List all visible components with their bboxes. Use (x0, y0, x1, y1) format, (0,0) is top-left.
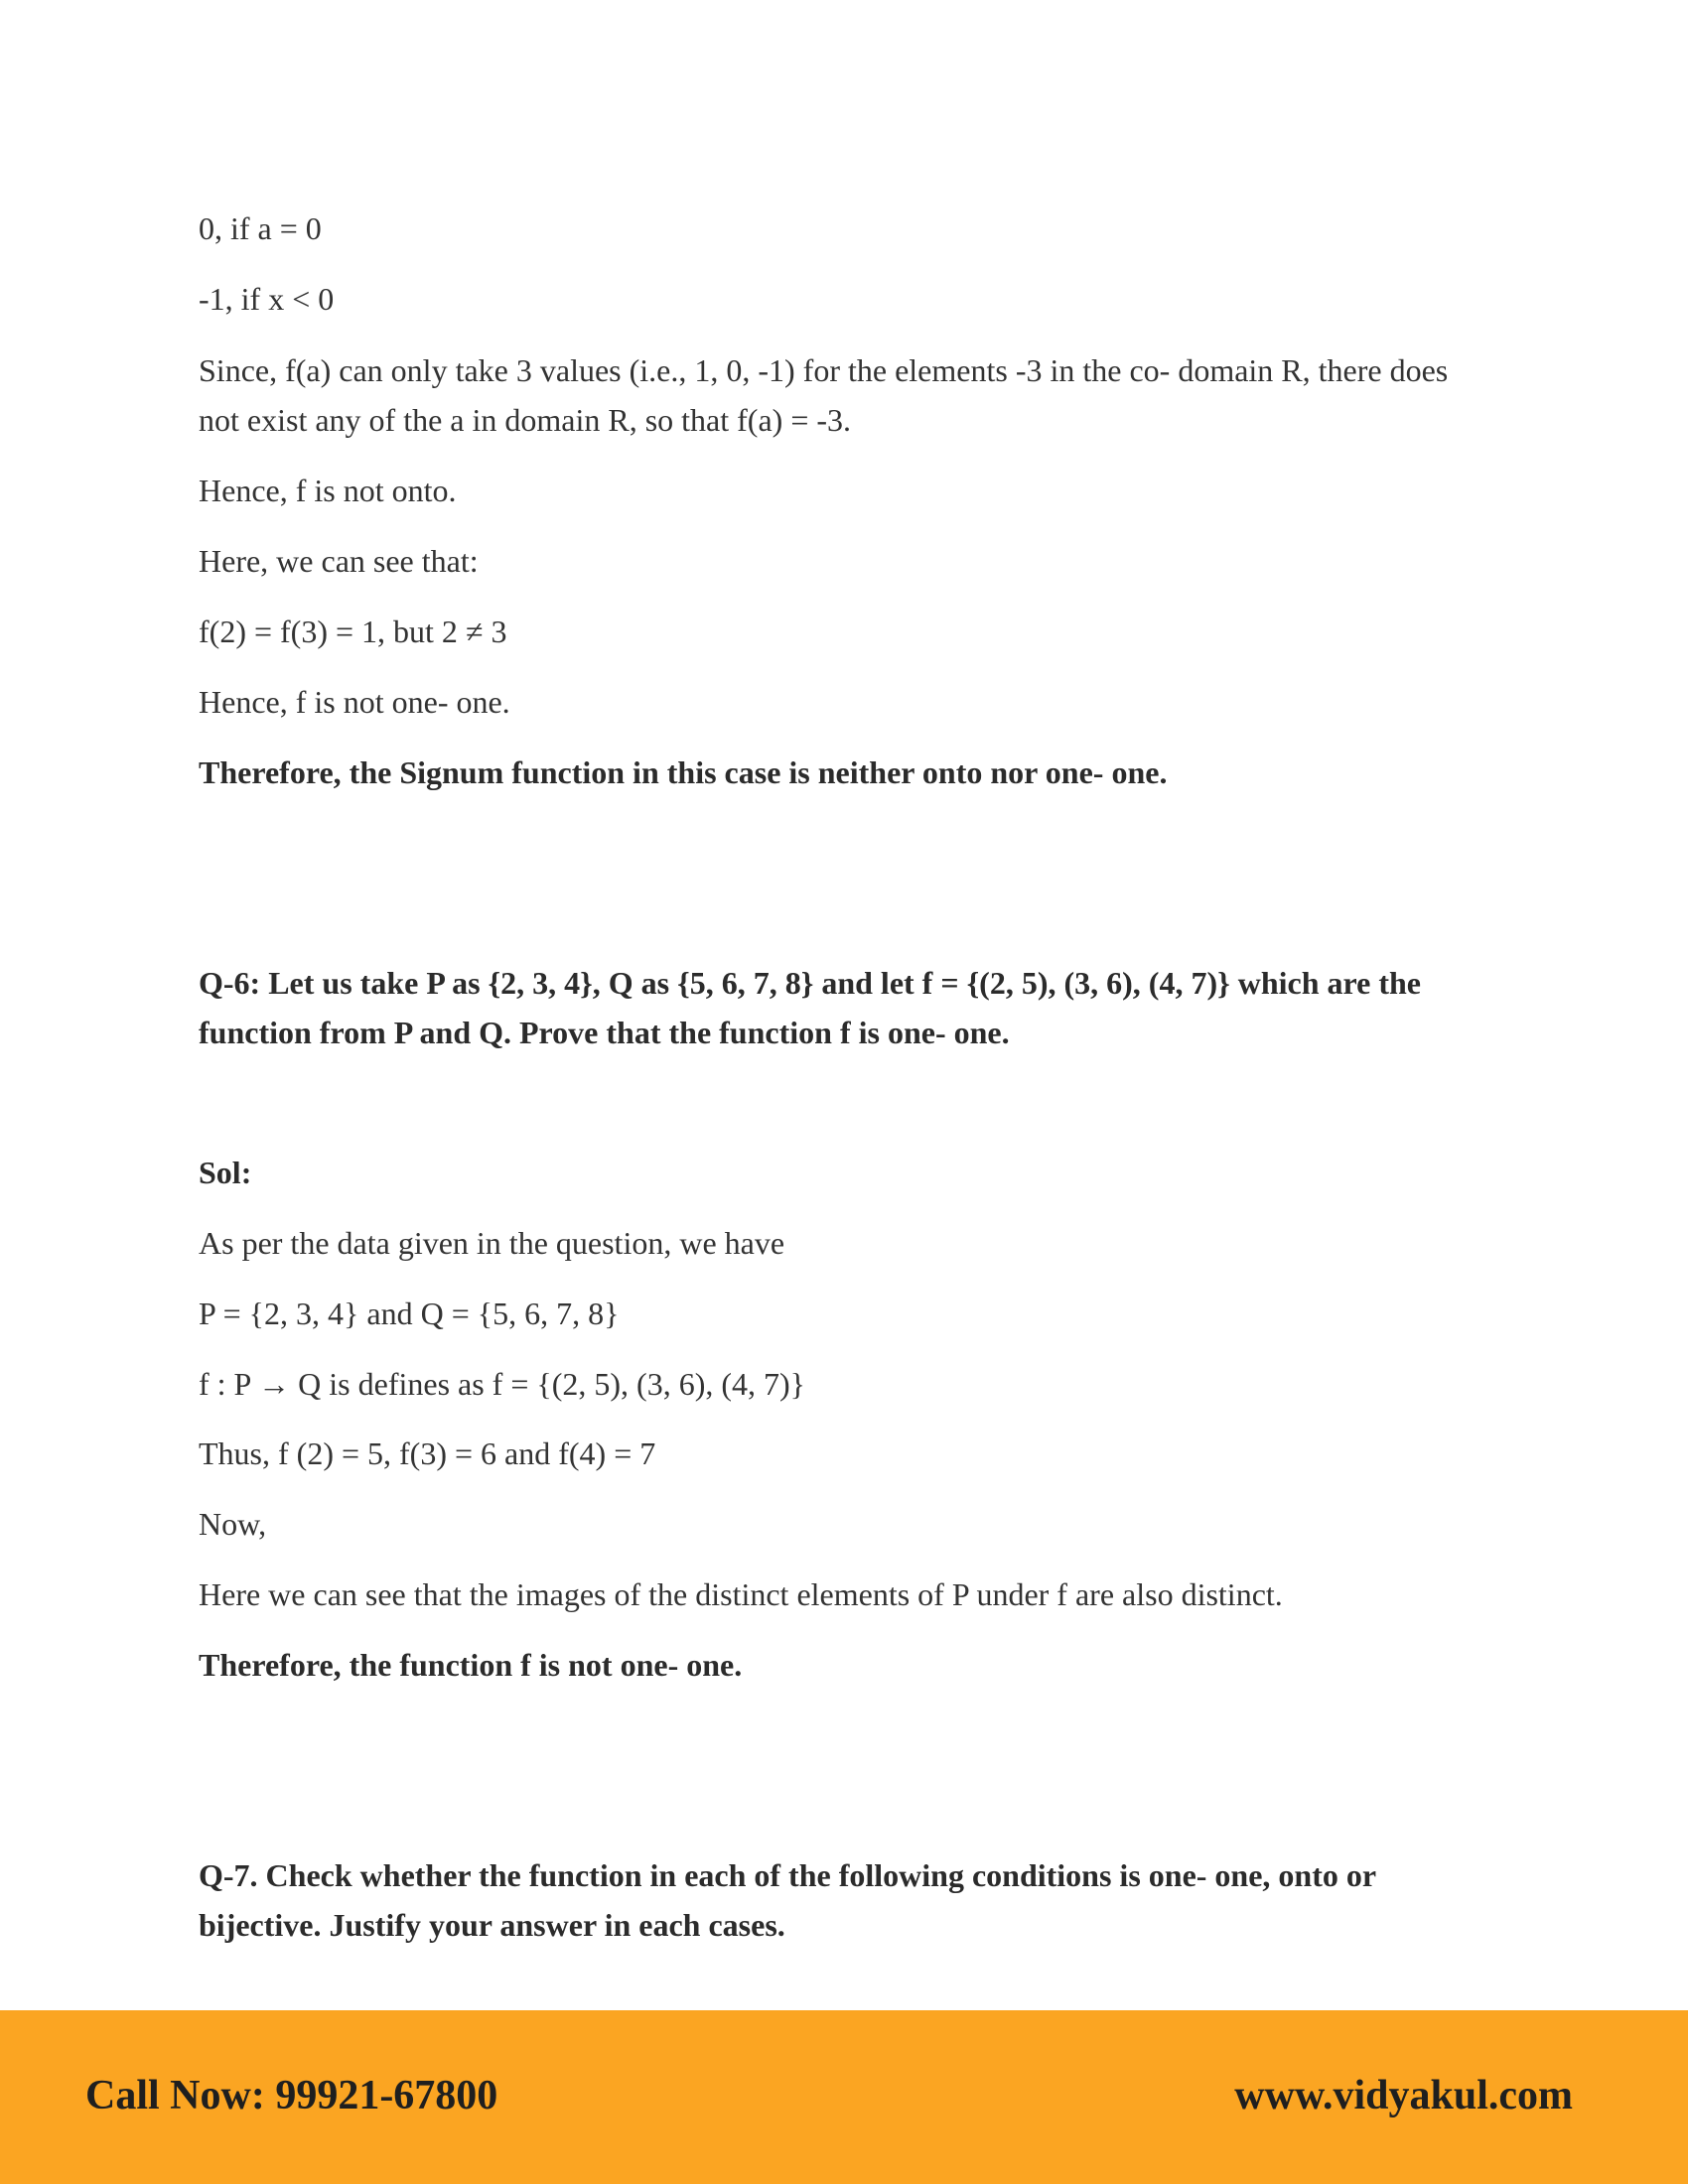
here-see-line: Here, we can see that: (199, 543, 479, 579)
question-6-heading: Q-6: Let us take P as {2, 3, 4}, Q as {5, 6, 7, 8} and let f = {(2, 5), (3, 6), (4, 7)} which are the function from P and Q. Prove that the function f is one- one. (199, 965, 1421, 1050)
footer-banner (0, 2010, 1688, 2184)
sets-line: P = {2, 3, 4} and Q = {5, 6, 7, 8} (199, 1296, 620, 1331)
f2-f3-line: f(2) = f(3) = 1, but 2 ≠ 3 (199, 614, 507, 649)
not-onto-line: Hence, f is not onto. (199, 473, 457, 508)
now-line: Now, (199, 1506, 267, 1542)
since-paragraph: Since, f(a) can only take 3 values (i.e., 1, 0, -1) for the elements -3 in the co- domain R, there does not exist any of the a in domain R, so that f(a) = -3. (199, 352, 1449, 438)
solution-label: Sol: (199, 1155, 252, 1190)
call-now-text[interactable]: Call Now: 99921-67800 (85, 2073, 498, 2118)
images-distinct-line: Here we can see that the images of the distinct elements of P under f are also distinct. (199, 1576, 1283, 1612)
function-values-line: Thus, f (2) = 5, f(3) = 6 and f(4) = 7 (199, 1435, 656, 1471)
function-definition-line: f : P → Q is defines as f = {(2, 5), (3, 6), (4, 7)} (199, 1366, 806, 1402)
case-negative-line: -1, if x < 0 (199, 281, 335, 317)
as-per-line: As per the data given in the question, we have (199, 1225, 785, 1261)
website-link[interactable]: www.vidyakul.com (1234, 2073, 1573, 2118)
not-one-one-line: Hence, f is not one- one. (199, 684, 510, 720)
function-conclusion: Therefore, the function f is not one- one. (199, 1647, 743, 1683)
question-7-heading: Q-7. Check whether the function in each of the following conditions is one- one, onto or bijective. Justify your answer in each cases. (199, 1857, 1376, 1943)
signum-conclusion: Therefore, the Signum function in this case is neither onto nor one- one. (199, 754, 1168, 790)
case-zero-line: 0, if a = 0 (199, 210, 322, 246)
